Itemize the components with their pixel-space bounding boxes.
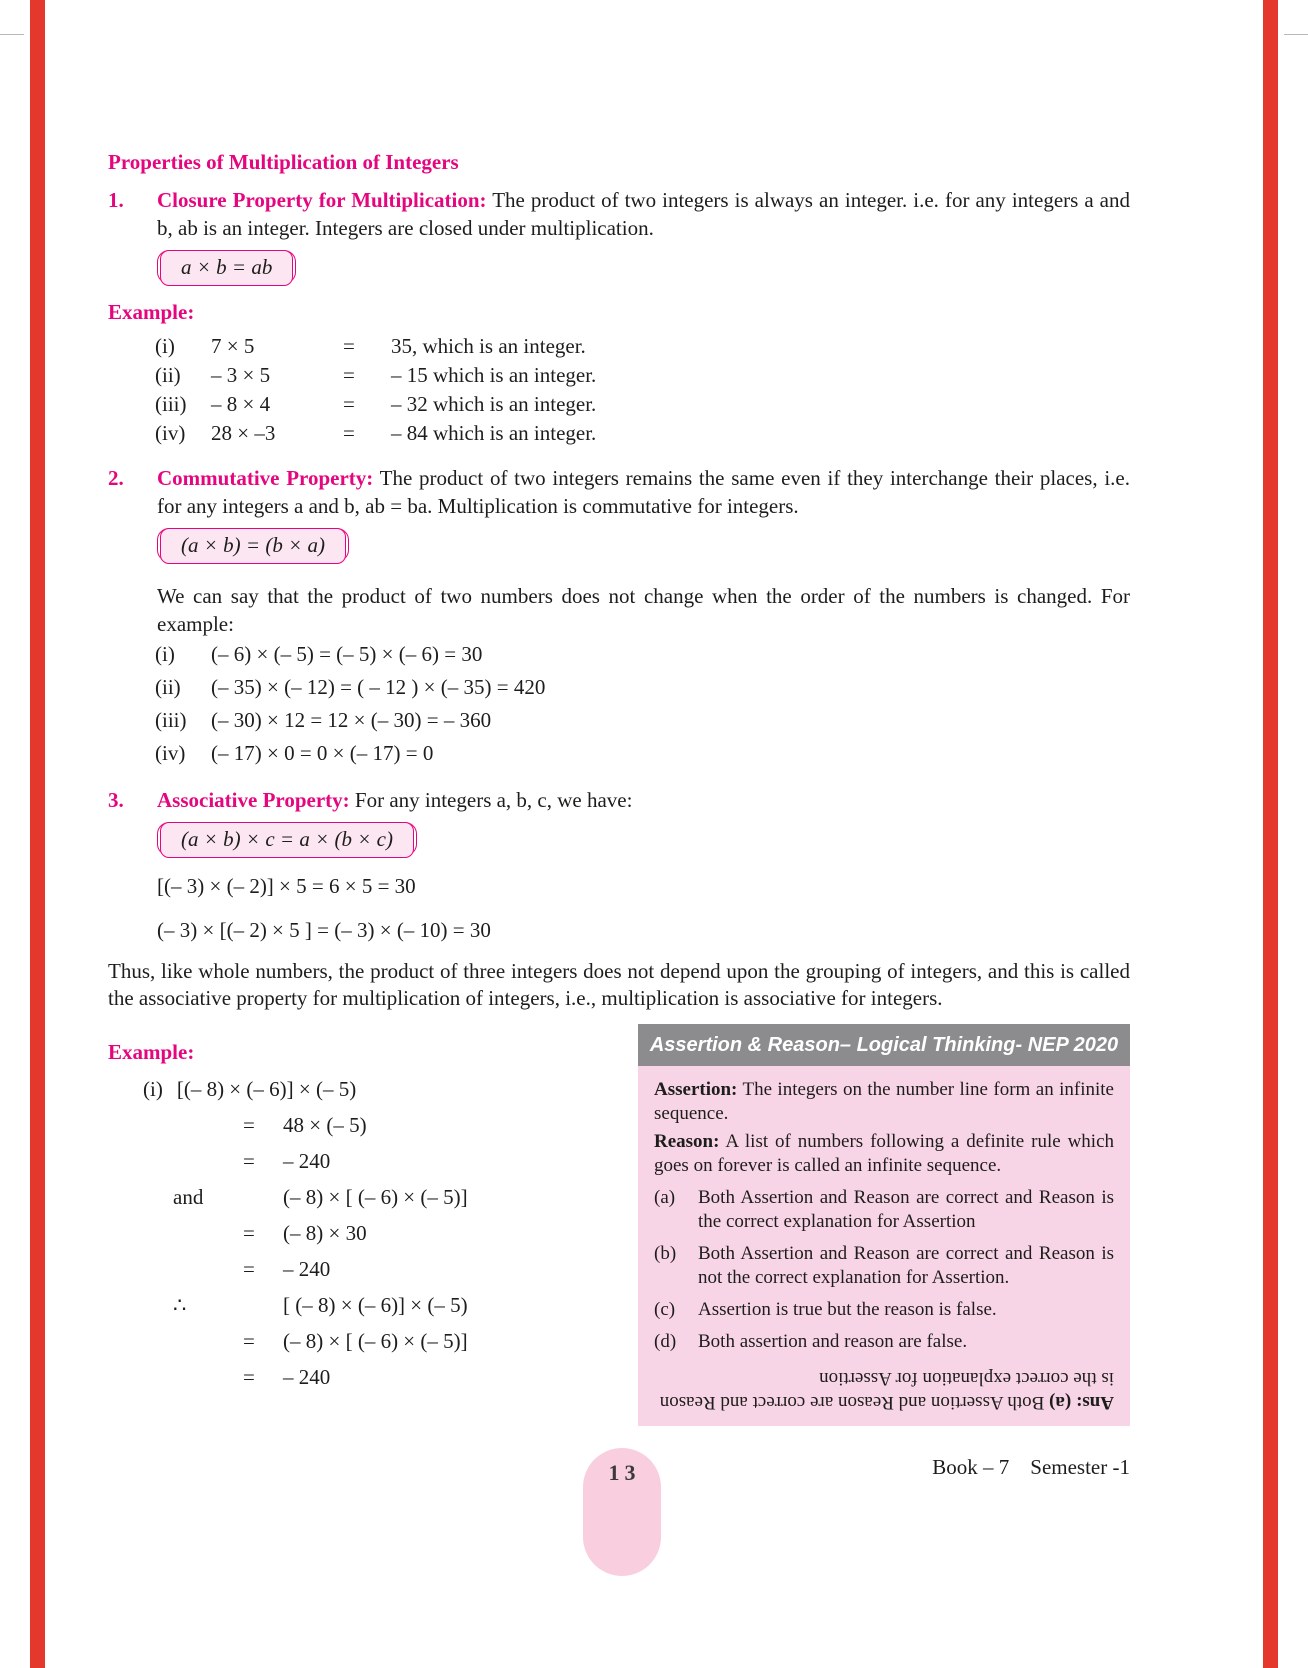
commutative-formula-box [157, 528, 349, 562]
expression: (– 6) × (– 5) = (– 5) × (– 6) = 30 [211, 642, 483, 666]
expression: (– 17) × 0 = 0 × (– 17) = 0 [211, 741, 434, 765]
expression: (– 8) × [ (– 6) × (– 5)] [283, 1185, 468, 1209]
commutative-text: The product of two integers remains the same even if they interchange their places, i.e. for any integers a and b, ab = ba. Multiplication is commutative for integers. [157, 466, 1130, 518]
associative-label: Associative Property: [157, 788, 350, 812]
row-number: (ii) [155, 363, 181, 387]
expression: (– 35) × (– 12) = ( – 12 ) × (– 35) = 420 [211, 675, 546, 699]
example-heading-2: Example: [108, 1040, 195, 1064]
expression: 48 × (– 5) [283, 1113, 367, 1137]
commutative-label: Commutative Property: [157, 466, 374, 490]
commutative-examples [155, 638, 1130, 770]
option-letter: (a) [654, 1187, 676, 1208]
expression: (– 30) × 12 = 12 × (– 30) = – 360 [211, 708, 492, 732]
equals-sign: = [343, 334, 355, 358]
closure-number: 1. [108, 188, 124, 212]
assertion-text: The integers on the number line form an infinite sequence. [654, 1079, 1114, 1124]
result: – 84 which is an integer. [391, 421, 597, 445]
work-row [143, 1076, 620, 1103]
assertion-reason-panel [638, 1024, 1130, 1426]
associative-paragraph [157, 786, 1130, 814]
option-text: Both Assertion and Reason are correct and Reason is not the correct explanation for Assertion. [698, 1243, 1114, 1288]
result: 35, which is an integer. [391, 334, 586, 358]
option-row-c [654, 1298, 1114, 1322]
expression: – 8 × 4 [211, 392, 271, 416]
commutative-formula-text: (a × b) = (b × a) [160, 528, 346, 564]
row-number: (ii) [155, 675, 181, 699]
equals-sign: = [343, 363, 355, 387]
equals-sign: = [243, 1113, 255, 1137]
commutative-formula-row [108, 528, 1130, 562]
associative-number: 3. [108, 788, 124, 812]
option-row-d [654, 1330, 1114, 1354]
reason-paragraph [654, 1130, 1114, 1178]
associative-formula-box [157, 822, 417, 856]
row-number: (i) [155, 642, 175, 666]
option-text: Both assertion and reason are false. [698, 1331, 968, 1352]
result: – 32 which is an integer. [391, 392, 597, 416]
page-number: 13 [608, 1460, 641, 1485]
commutative-intro: We can say that the product of two numbers does not change when the order of the numbers is changed. For example: [157, 584, 1130, 636]
example-row [155, 671, 1130, 704]
option-letter: (c) [654, 1299, 676, 1320]
option-row-a [654, 1186, 1114, 1234]
associative-work-line-1: [(– 3) × (– 2)] × 5 = 6 × 5 = 30 [157, 874, 416, 898]
left-margin-bar [30, 0, 45, 1668]
row-number: (iii) [155, 392, 187, 416]
bottom-region [108, 1024, 1130, 1426]
worked-example-grid [143, 1076, 620, 1391]
equals-sign: = [243, 1365, 255, 1389]
expression: – 240 [283, 1365, 331, 1389]
answer-label: Ans: (a) [1049, 1392, 1114, 1413]
and-label: and [173, 1185, 204, 1209]
example-heading-1: Example: [108, 300, 195, 324]
row-number: (i) [155, 334, 175, 358]
page-number-pill [583, 1448, 661, 1576]
associative-work-line-2: (– 3) × [(– 2) × 5 ] = (– 3) × (– 10) = 30 [157, 918, 491, 942]
expression: – 240 [283, 1257, 331, 1281]
row-number: (iv) [155, 421, 186, 445]
closure-examples [155, 332, 1130, 448]
associative-section [108, 786, 1130, 814]
associative-formula-text: (a × b) × c = a × (b × c) [160, 822, 414, 858]
answer-upside-down [654, 1366, 1114, 1414]
option-letter: (b) [654, 1243, 677, 1264]
row-number: (i) [143, 1077, 163, 1101]
panel-header: Assertion & Reason– Logical Thinking- NEP 2020 [638, 1024, 1130, 1066]
closure-paragraph [157, 186, 1130, 242]
worked-example-column [108, 1024, 620, 1391]
commutative-paragraph [157, 464, 1130, 520]
expression: 7 × 5 [211, 334, 255, 358]
result: – 15 which is an integer. [391, 363, 597, 387]
commutative-number: 2. [108, 466, 124, 490]
closure-text: The product of two integers is always an integer. i.e. for any integers a and b, ab is an integer. Integers are closed under multiplication. [157, 188, 1131, 240]
panel-body [638, 1066, 1130, 1426]
example-row [155, 737, 1130, 770]
assertion-paragraph [654, 1078, 1114, 1126]
equals-sign: = [243, 1257, 255, 1281]
footer-book-label: Book – 7 Semester -1 [932, 1455, 1130, 1479]
row-number: (iii) [155, 708, 187, 732]
assertion-label: Assertion: [654, 1079, 738, 1100]
expression: 28 × –3 [211, 421, 276, 445]
closure-formula-row [108, 250, 1130, 284]
associative-conclusion: Thus, like whole numbers, the product of three integers does not depend upon the grouping of integers, and this is called the associative property for multiplication of integers, i.e., multiplication is associative for integers. [108, 959, 1130, 1010]
reason-label: Reason: [654, 1131, 720, 1152]
equals-sign: = [243, 1329, 255, 1353]
expression: [(– 8) × (– 6)] × (– 5) [176, 1077, 357, 1101]
closure-section [108, 186, 1130, 242]
option-letter: (d) [654, 1331, 677, 1352]
equals-sign: = [243, 1221, 255, 1245]
row-number: (iv) [155, 741, 186, 765]
equals-sign: = [343, 421, 355, 445]
example-row [155, 638, 1130, 671]
equals-sign: = [243, 1149, 255, 1173]
expression: (– 8) × 30 [283, 1221, 367, 1245]
closure-formula-text: a × b = ab [160, 250, 293, 286]
page-content [108, 148, 1130, 1426]
option-row-b [654, 1242, 1114, 1290]
equals-sign: = [343, 392, 355, 416]
option-text: Both Assertion and Reason are correct and Reason is the correct explanation for Assertion [698, 1187, 1114, 1232]
crop-mark-top-right [1284, 34, 1308, 35]
associative-text: For any integers a, b, c, we have: [354, 788, 633, 812]
closure-formula-box [157, 250, 296, 284]
crop-mark-top-left [0, 34, 24, 35]
expression: [ (– 8) × (– 6)] × (– 5) [283, 1293, 468, 1317]
page-title: Properties of Multiplication of Integers [108, 150, 459, 174]
example-row [155, 704, 1130, 737]
expression: – 3 × 5 [211, 363, 271, 387]
right-margin-bar [1263, 0, 1278, 1668]
associative-formula-row [108, 822, 1130, 856]
therefore-symbol: ∴ [173, 1293, 187, 1317]
commutative-section [108, 464, 1130, 520]
expression: – 240 [283, 1149, 331, 1173]
closure-label: Closure Property for Multiplication: [157, 188, 487, 212]
option-text: Assertion is true but the reason is false. [698, 1299, 997, 1320]
expression: (– 8) × [ (– 6) × (– 5)] [283, 1329, 468, 1353]
answer-text: Both Assertion and Reason are correct and Reason is the correct explanation for Assertion [659, 1368, 1114, 1413]
reason-text: A list of numbers following a definite rule which goes on forever is called an infinite sequence. [654, 1131, 1115, 1176]
